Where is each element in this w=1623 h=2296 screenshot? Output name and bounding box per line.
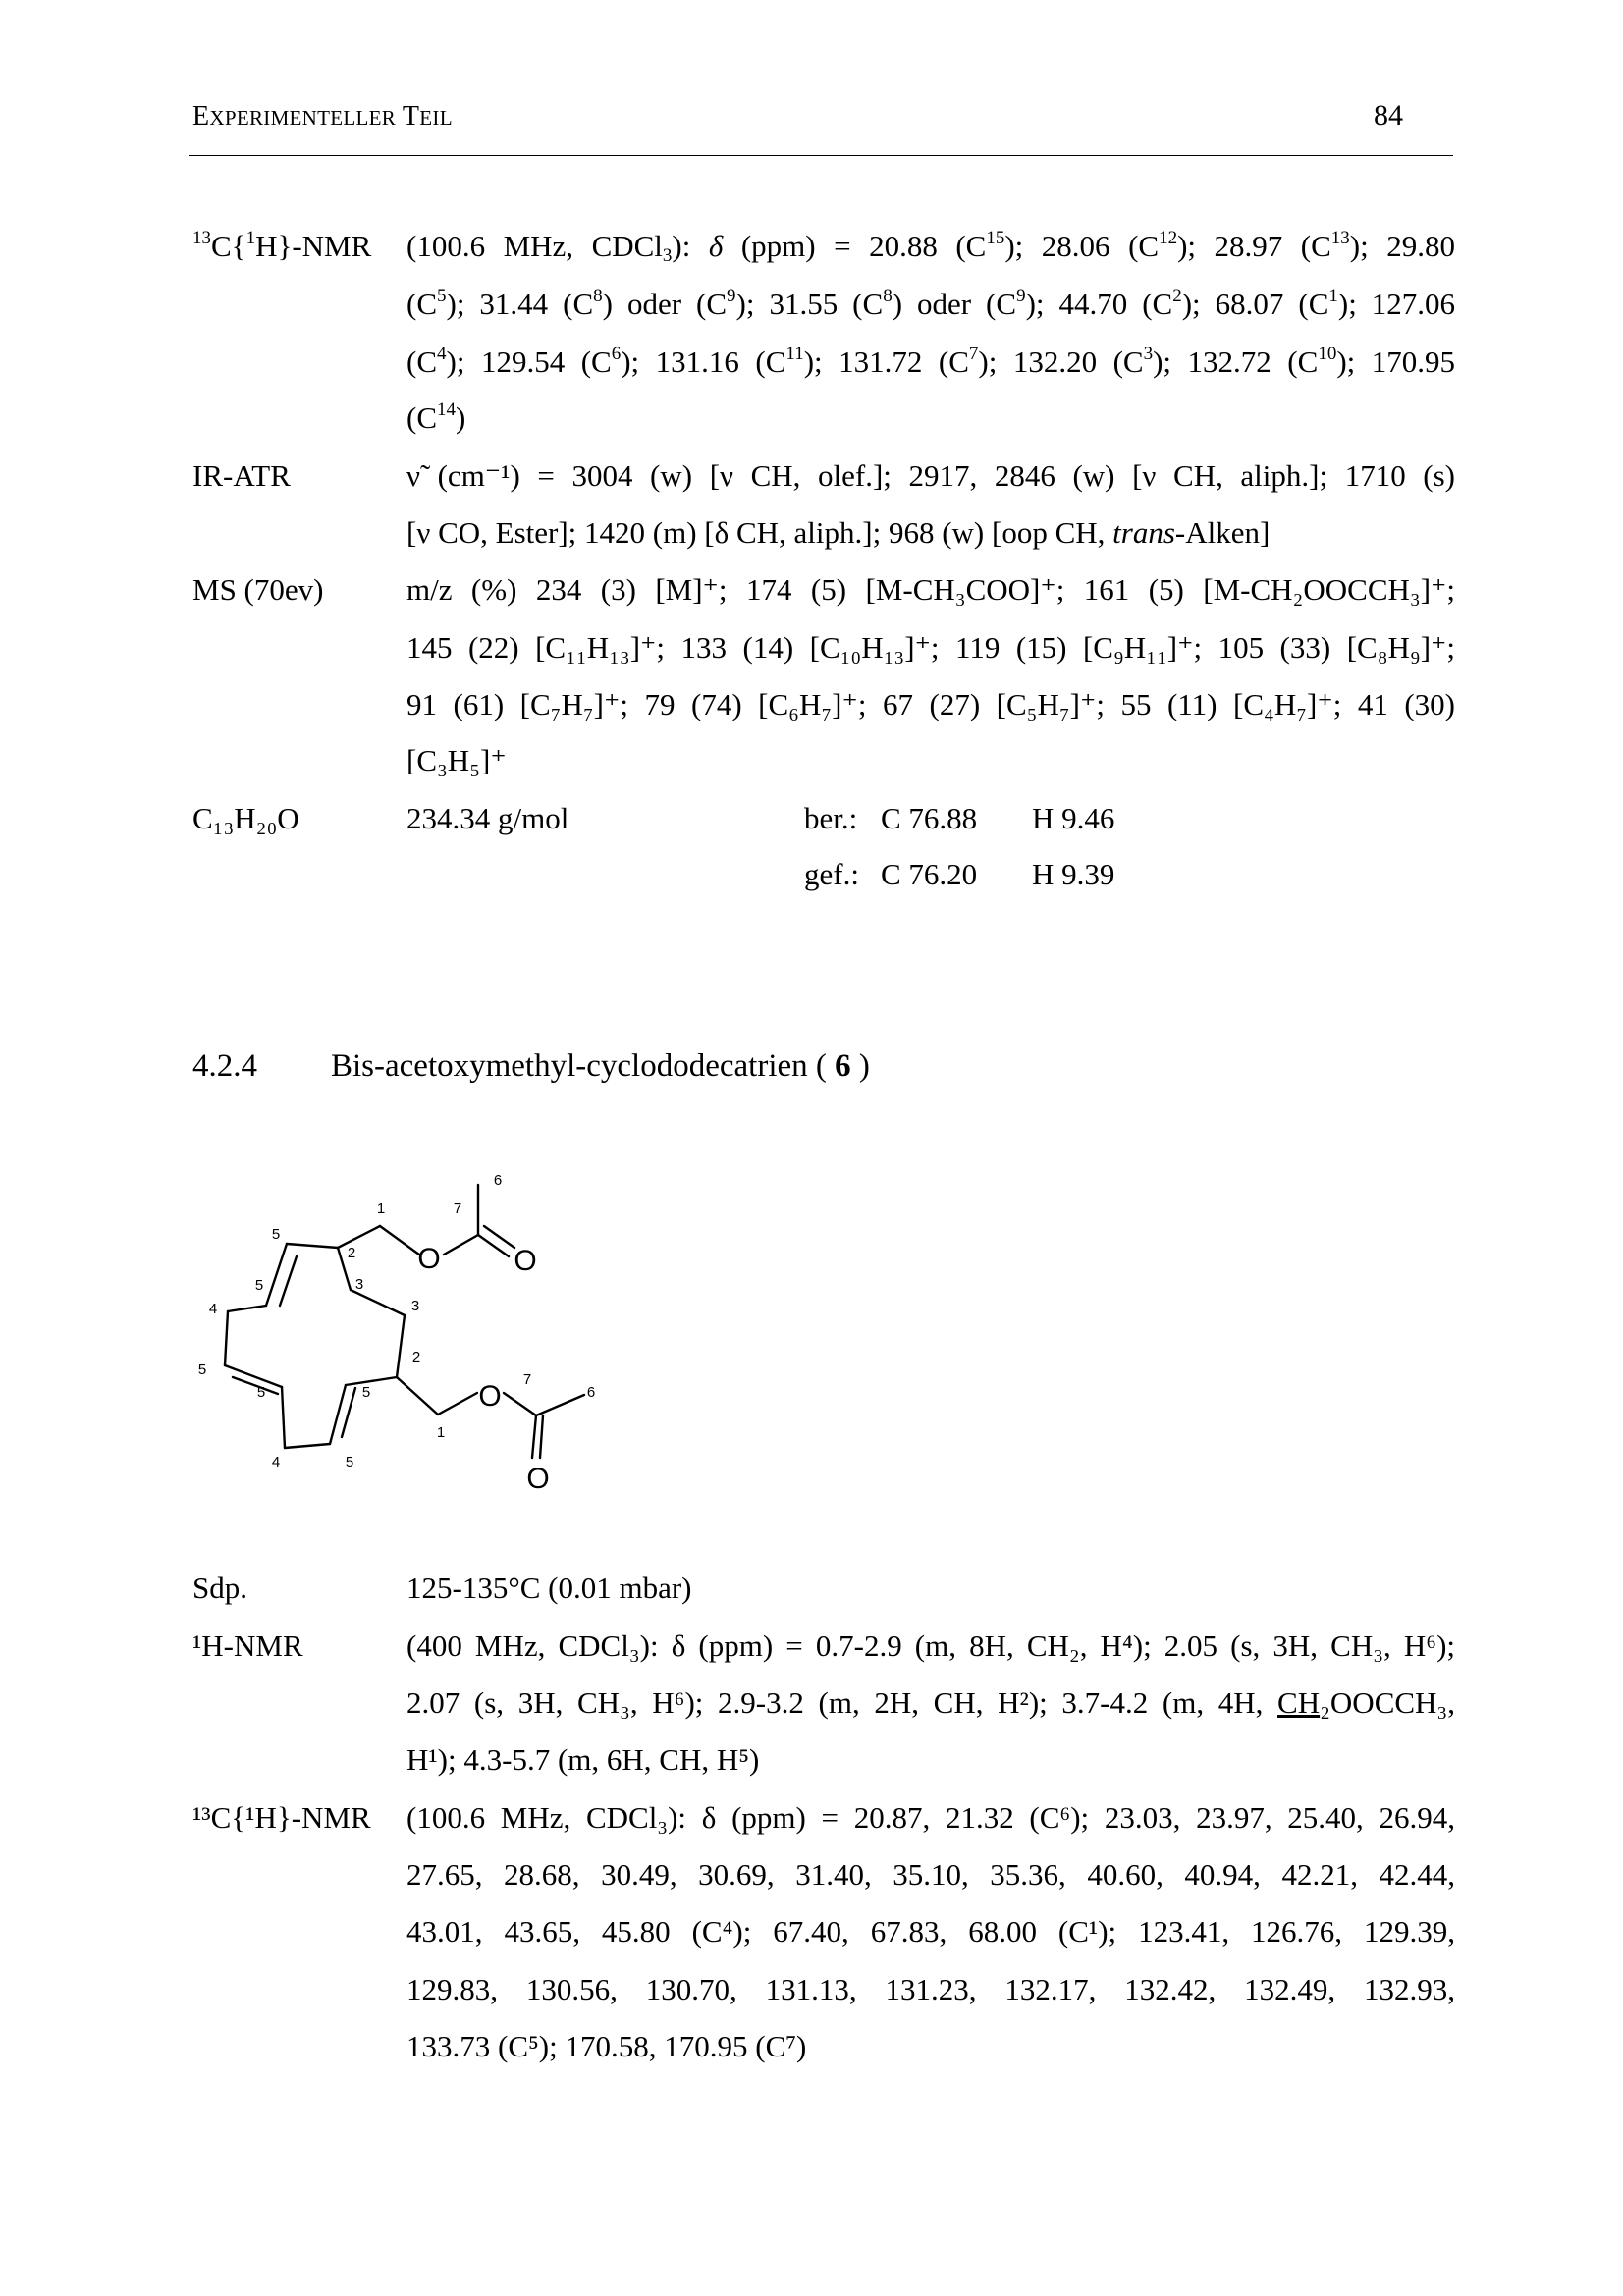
c13-nmr2-line-5: 133.73 (C⁵); 170.58, 170.95 (C⁷) xyxy=(406,2029,807,2063)
section-title: Bis-acetoxymethyl-cyclododecatrien ( 6 ) xyxy=(331,1048,870,1084)
c13-nmr-line-3: $(C^4)$; 129.54 $(C^6)$; 131.16 $(C^{11})$; 131.72 $(C^7)$; 132.20 $(C^3)$; 132.72 $(C^{10})$; 170.95 xyxy=(406,344,1456,379)
ms-line-2: 145 (22) [C₁₁H₁₃]⁺; 133 (14) [C₁₀H₁₃]⁺; 119 (15) [C₉H₁₁]⁺; 105 (33) [C₈H₉]⁺; xyxy=(406,630,1455,665)
position-number: 3 xyxy=(354,1276,364,1293)
h1-nmr-label: ¹H-NMR xyxy=(192,1629,303,1663)
oxygen-atom-label: O xyxy=(526,1463,550,1495)
sdp-label: Sdp. xyxy=(192,1571,247,1605)
section-number: 4.2.4 xyxy=(192,1048,257,1084)
h1-nmr-line-2: 2.07 (s, 3H, CH₃, H⁶); 2.9-3.2 (m, 2H, CH, H²); 3.7-4.2 (m, 4H, CH₂OOCCH₃, xyxy=(406,1685,1455,1720)
position-number: 2 xyxy=(347,1245,356,1261)
h1-nmr-line-1: (400 MHz, CDCl₃): δ (ppm) = 0.7-2.9 (m, 8H, CH₂, H⁴); 2.05 (s, 3H, CH₃, H⁶); xyxy=(406,1629,1455,1663)
ir-atr-label: IR-ATR xyxy=(192,458,291,493)
c13-nmr-line-1: (100.6 MHz, CDCl$_3$): δ (ppm) = 20.88 $(C^{15})$; 28.06 $(C^{12})$; 28.97 $(C^{13})$; 29.80 xyxy=(406,228,1455,266)
position-number: 5 xyxy=(254,1277,264,1294)
oxygen-atom-label: O xyxy=(514,1245,537,1277)
header-rule xyxy=(189,155,1453,156)
ms-line-3: 91 (61) [C₇H₇]⁺; 79 (74) [C₆H₇]⁺; 67 (27) [C₅H₇]⁺; 55 (11) [C₄H₇]⁺; 41 (30) xyxy=(406,687,1455,721)
gef-label: gef.: xyxy=(804,857,859,891)
position-number: 5 xyxy=(271,1226,281,1243)
ber-carbon: C 76.88 xyxy=(881,801,978,835)
sdp-value: 125-135°C (0.01 mbar) xyxy=(406,1571,692,1605)
position-number: 7 xyxy=(522,1371,532,1388)
c13-nmr-line-2: $(C^5)$; 31.44 $(C^8)$ oder $(C^9)$; 31.55 $(C^8)$ oder $(C^9)$; 44.70 $(C^2)$; 68.07 $(C^1)$; 127.06 xyxy=(406,286,1456,321)
ms-line-1: m/z (%) 234 (3) [M]⁺; 174 (5) [M-CH₃COO]⁺; 161 (5) [M-CH₂OOCCH₃]⁺; xyxy=(406,572,1455,607)
c13-nmr2-line-4: 129.83, 130.56, 130.70, 131.13, 131.23, 132.17, 132.42, 132.49, 132.93, xyxy=(406,1972,1455,2006)
molar-mass: 234.34 g/mol xyxy=(406,801,569,835)
ms-label: MS (70ev) xyxy=(192,572,324,607)
molecule-atom-labels xyxy=(417,1243,549,1495)
ir-line-1: ν̃ (cm⁻¹) = 3004 (w) [ν CH, olef.]; 2917, 2846 (w) [ν CH, aliph.]; 1710 (s) xyxy=(406,458,1455,493)
oxygen-atom-label: O xyxy=(417,1243,441,1275)
position-number: 6 xyxy=(493,1172,503,1189)
position-number: 6 xyxy=(586,1384,596,1401)
ber-label: ber.: xyxy=(804,801,858,835)
gef-carbon: C 76.20 xyxy=(881,857,978,891)
position-number: 3 xyxy=(410,1298,420,1314)
position-number: 7 xyxy=(453,1201,462,1217)
position-number: 1 xyxy=(376,1201,386,1217)
c13-nmr2-line-3: 43.01, 43.65, 45.80 (C⁴); 67.40, 67.83, 68.00 (C¹); 123.41, 126.76, 129.39, xyxy=(406,1914,1455,1949)
position-number: 2 xyxy=(411,1349,421,1365)
c13-nmr-line-4: $(C^{14})$ xyxy=(406,400,466,435)
position-number: 4 xyxy=(208,1301,218,1317)
page-number: 84 xyxy=(1374,99,1403,132)
position-number: 5 xyxy=(345,1454,354,1470)
position-number: 5 xyxy=(361,1384,371,1401)
molecule-structure-diagram xyxy=(191,1158,623,1512)
c13-nmr2-line-1: (100.6 MHz, CDCl₃): δ (ppm) = 20.87, 21.32 (C⁶); 23.03, 23.97, 25.40, 26.94, xyxy=(406,1800,1455,1835)
c13-nmr-label: $^{13}$C{$^1$H}-NMR xyxy=(192,228,372,263)
oxygen-atom-label: O xyxy=(478,1380,502,1413)
ms-line-4: [C₃H₅]⁺ xyxy=(406,743,507,777)
position-number: 4 xyxy=(271,1454,281,1470)
ber-hydrogen: H 9.46 xyxy=(1032,801,1115,835)
position-number: 1 xyxy=(436,1424,446,1441)
molecular-formula: C₁₃H₂₀O xyxy=(192,801,299,835)
c13-nmr2-line-2: 27.65, 28.68, 30.49, 30.69, 31.40, 35.10, 35.36, 40.60, 40.94, 42.21, 42.44, xyxy=(406,1857,1455,1892)
ir-line-2: [ν CO, Ester]; 1420 (m) [δ CH, aliph.]; 968 (w) [oop CH, trans-Alken] xyxy=(406,515,1271,550)
running-header-title: EXPERIMENTELLER TEIL xyxy=(192,101,453,132)
gef-hydrogen: H 9.39 xyxy=(1032,857,1115,891)
c13-nmr-label-2: ¹³C{¹H}-NMR xyxy=(192,1800,371,1835)
position-number: 5 xyxy=(256,1384,266,1401)
position-number: 5 xyxy=(197,1362,207,1378)
h1-nmr-line-3: H¹); 4.3-5.7 (m, 6H, CH, H⁵) xyxy=(406,1742,760,1777)
